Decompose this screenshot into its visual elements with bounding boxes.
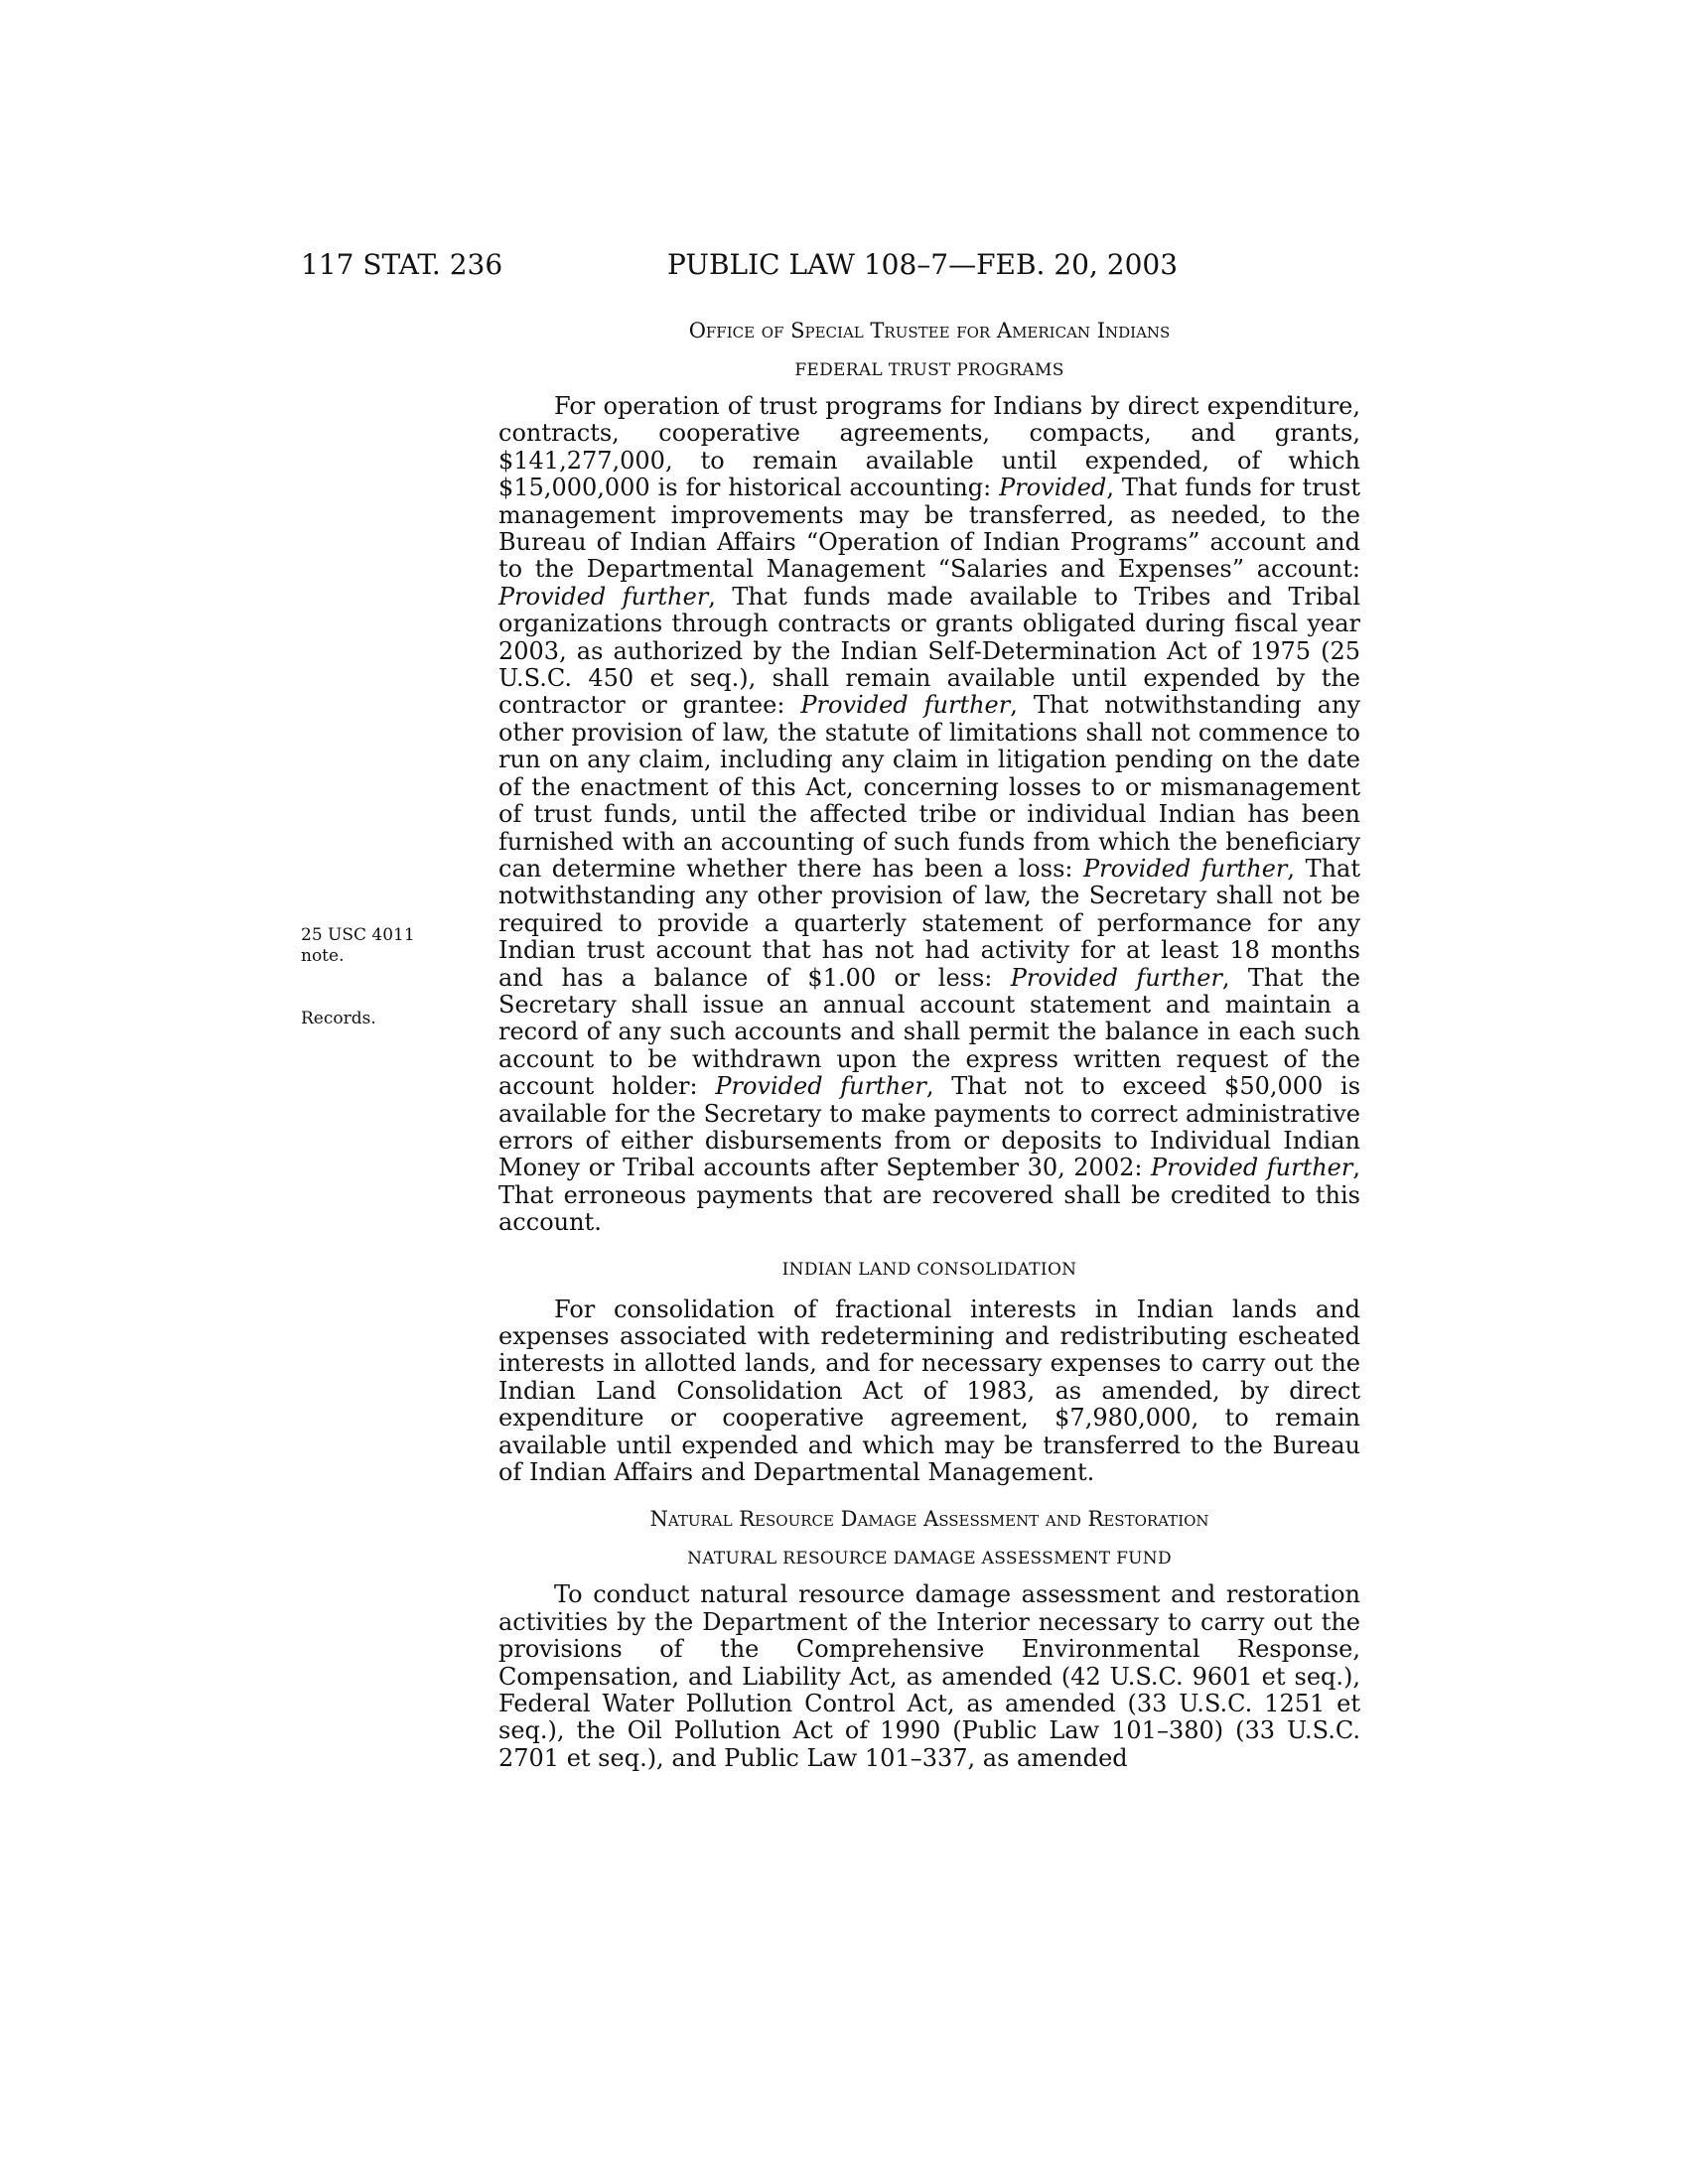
text-run: , That notwithstanding any other provision of law, the Secretary shall not be required to provide a quarterly statement of performance for any Indian trust account that has not had activity for at least 18 months and has a balance of $1.00 or less: bbox=[498, 854, 1360, 992]
margin-note-usc bbox=[301, 925, 415, 967]
stat-citation: 117 STAT. 236 bbox=[301, 248, 503, 281]
land-consolidation-paragraph: For consolidation of fractional interests in Indian lands and expenses associated with redetermining and redistributing escheated interests in allotted lands, and for necessary expenses to carry out the Indian Land Consolidation Act of 1983, as amended, by direct expenditure or cooperative agreement, $7,980,000, to remain available until expended and which may be transferred to the Bureau of Indian Affairs and Departmental Management. bbox=[498, 1295, 1360, 1487]
section-subheading: FEDERAL TRUST PROGRAMS bbox=[794, 360, 1064, 380]
proviso-italic: Provided further bbox=[1151, 1154, 1353, 1182]
proviso-italic: Provided bbox=[999, 474, 1107, 502]
margin-note-line: note. bbox=[301, 946, 345, 966]
margin-note-line: 25 USC 4011 bbox=[301, 925, 415, 945]
text-run: , That funds made available to Tribes and Tribal organizations through contracts or grants obligated during fiscal year 2003, as authorized by the Indian Self-Determination Act of 1975 (25 U.S.C. 450 et seq.), shall remain available until expended by the contractor or grantee: bbox=[498, 582, 1361, 720]
section-subheading: NATURAL RESOURCE DAMAGE ASSESSMENT FUND bbox=[687, 1549, 1172, 1570]
trust-programs-paragraph bbox=[498, 393, 1360, 1237]
text-run: , That erroneous payments that are recovered shall be credited to this account. bbox=[498, 1154, 1361, 1237]
proviso-italic: Provided further bbox=[1010, 963, 1222, 992]
margin-note-line: Records. bbox=[301, 1009, 376, 1028]
damage-assessment-paragraph: To conduct natural resource damage assessment and restoration activities by the Department of the Interior necessary to carry out the provisions of the Comprehensive Environmental Response, Compensation, and Liability Act, as amended (42 U.S.C. 9601 et seq.), Federal Water Pollution Control Act, as amended (33 U.S.C. 1251 et seq.), the Oil Pollution Act of 1990 (Public Law 101–380) (33 U.S.C. 2701 et seq.), and Public Law 101–337, as amended bbox=[498, 1580, 1360, 1772]
text-run: , That funds for trust management improvements may be transferred, as needed, to the Bureau of Indian Affairs “Operation of Indian Programs” account and to the Departmental Management “Salaries and Expenses” account: bbox=[498, 474, 1360, 584]
proviso-italic: Provided further bbox=[715, 1072, 926, 1101]
proviso-italic: Provided further bbox=[1083, 854, 1288, 883]
agency-heading: Office of Special Trustee for American Indians bbox=[688, 319, 1171, 342]
agency-heading: Natural Resource Damage Assessment and Restoration bbox=[649, 1507, 1209, 1532]
running-head: PUBLIC LAW 108–7—FEB. 20, 2003 bbox=[667, 248, 1179, 281]
proviso-italic: Provided further bbox=[498, 582, 709, 611]
text-run: For operation of trust programs for Indians by direct expenditure, contracts, cooperative agreements, compacts, and grants, $141,277,000, to remain available until expended, of which $15,000,000 is for historical accounting: bbox=[498, 392, 1360, 502]
text-run: , That the Secretary shall issue an annual account statement and maintain a record of any such accounts and shall permit the balance in each such account to be withdrawn upon the express written request of the account holder: bbox=[498, 963, 1360, 1101]
text-run: , That not to exceed $50,000 is available for the Secretary to make payments to correct administrative errors of either disbursements from or deposits to Individual Indian Money or Tribal accounts after September 30, 2002: bbox=[498, 1072, 1361, 1182]
margin-note-records bbox=[301, 1009, 376, 1029]
main-column bbox=[498, 316, 1360, 1772]
proviso-italic: Provided further bbox=[800, 691, 1011, 720]
text-run: , That notwithstanding any other provision of law, the statute of limitations shall not commence to run on any claim, including any claim in litigation pending on the date of the enactment of this Act, concerning losses to or mismanagement of trust funds, until the affected tribe or individual Indian has been furnished with an accounting of such funds from which the beneficiary can determine whether there has been a loss: bbox=[498, 691, 1361, 883]
section-subheading: INDIAN LAND CONSOLIDATION bbox=[781, 1259, 1077, 1280]
spacer bbox=[498, 1486, 1360, 1504]
